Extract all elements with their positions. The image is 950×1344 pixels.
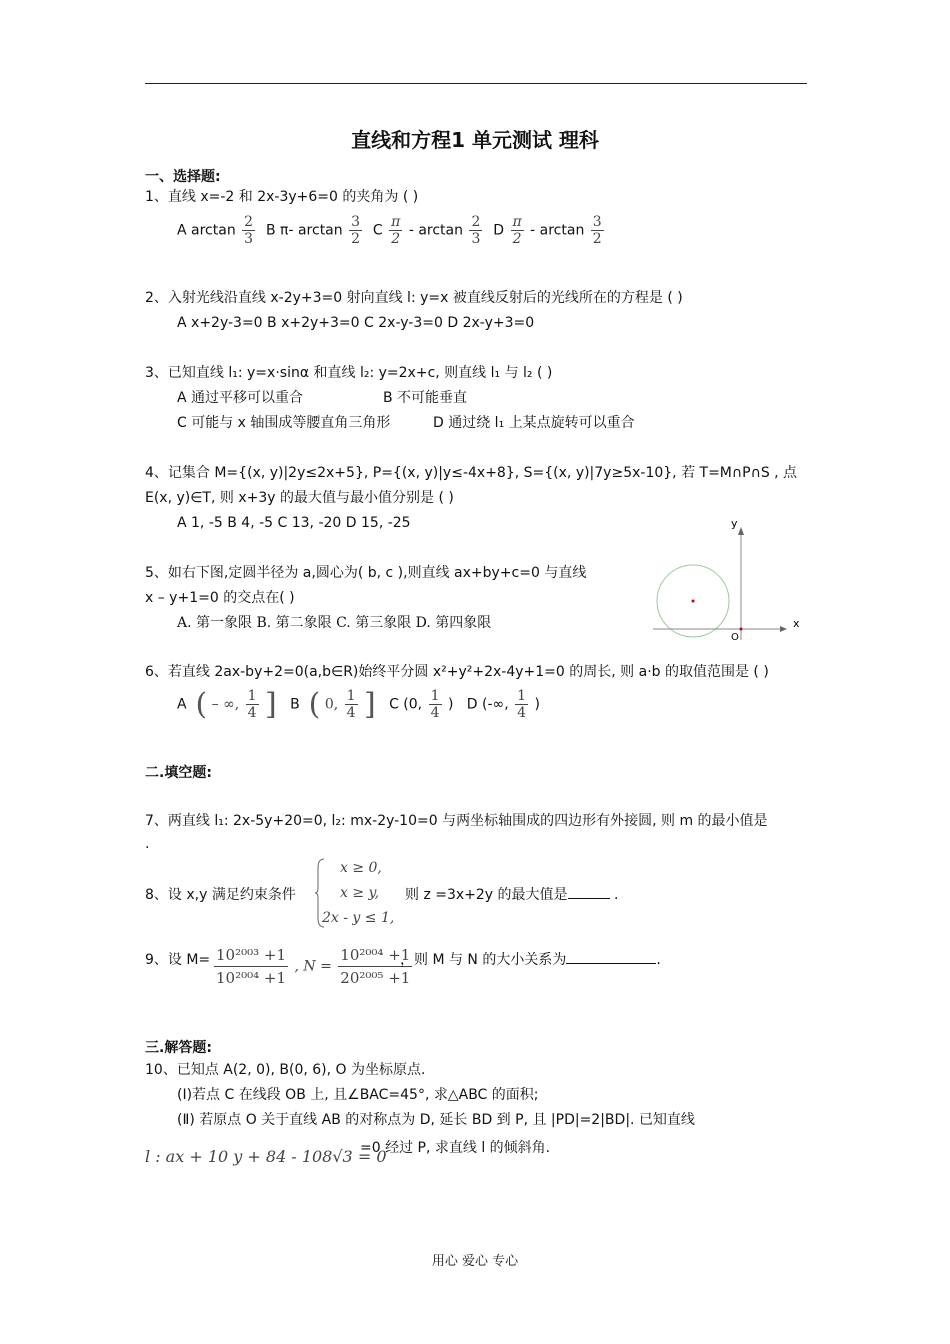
q6-option-a-label: A [177,696,187,713]
q6-d-close: ) [534,696,540,713]
q8-constraint-2: x ≥ y, [340,885,380,901]
question-1-stem: 1、直线 x=-2 和 2x-3y+6=0 的夹角为 ( ) [145,189,419,205]
question-5-line-2: x – y+1=0 的交点在( ) [145,590,295,606]
header-rule [145,83,807,84]
question-10-formula: l : ax + 10 y + 84 - 108√3 = 0 [145,1147,387,1166]
question-3-stem: 3、已知直线 l₁: y=x·sinα 和直线 l₂: y=2x+c, 则直线 l₁ 与 l₂ ( ) [145,365,553,381]
q6-b-left-bracket: ( [308,686,321,722]
question-1-options [177,214,606,247]
q8-end: . [614,887,619,903]
q8-constraint-3: 2x - y ≤ 1, [322,910,395,926]
q6-b-right-bracket: ] [364,686,376,722]
q9-end: . [656,952,661,968]
y-axis-label: y [731,517,738,530]
question-2-stem: 2、入射光线沿直线 x-2y+3=0 射向直线 l: y=x 被直线反射后的光线所在的方程是 ( ) [145,290,683,306]
question-7-stem: 7、两直线 l₁: 2x-5y+20=0, l₂: mx-2y-10=0 与两坐标轴围成的四边形有外接圆, 则 m 的最小值是 [145,813,768,829]
section-heading-solve: 三.解答题: [145,1040,212,1056]
q1-option-c-rest: - arctan [408,222,463,239]
question-8-suffix [405,885,618,905]
q6-a-left-bracket: ( [195,686,208,722]
x-axis-label: x [793,617,800,630]
q6-b-interval: 0, [324,696,339,713]
page-footer: 用心 爱心 专心 [431,1254,519,1269]
question-9-prefix: 9、设 M= [145,952,211,968]
q1-fraction-3-2-d: $\frac{3}{2}$ [592,214,602,247]
q9-answer-blank [566,963,656,964]
question-10-part-2: (Ⅱ) 若原点 O 关于直线 AB 的对称点为 D, 延长 BD 到 P, 且 |PD|=2|BD|. 已知直线 [177,1112,695,1128]
q8-constraint-1: x ≥ 0, [340,860,382,876]
q6-a-interval: – ∞, [211,696,240,713]
page-title: 直线和方程1 单元测试 理科 [351,128,599,152]
q1-fraction-pi-2-c: $\frac{\pi}{2}$ [391,214,401,247]
q1-option-c-label: C [372,222,383,239]
q6-a-quarter: $\frac{1}{4}$ [247,688,257,721]
section-heading-fill: 二.填空题: [145,765,212,781]
q6-d-quarter: $\frac{1}{4}$ [517,688,527,721]
q6-option-c: C (0, [389,696,423,713]
q1-option-d-rest: - arctan [530,222,585,239]
question-10-part-1: (Ⅰ)若点 C 在线段 OB 上, 且∠BAC=45°, 求△ABC 的面积; [177,1087,539,1103]
q6-c-close: ) [447,696,454,713]
question-2-options: A x+2y-3=0 B x+2y+3=0 C 2x-y-3=0 D 2x-y+3=0 [177,315,535,331]
question-4-options: A 1, -5 B 4, -5 C 13, -20 D 15, -25 [177,515,411,531]
q6-option-b-label: B [290,696,300,713]
question-5-figure [645,515,805,645]
q1-fraction-3-2: $\frac{3}{2}$ [351,214,361,247]
q1-option-b-label: B π- arctan [265,222,343,239]
circle-center-dot [692,600,695,603]
question-4-line-1: 4、记集合 M={(x, y)|2y≤2x+5}, P={(x, y)|y≤-4x+8}, S={(x, y)|7y≥5x-10}, 若 T=M∩P∩S , 点 [145,465,798,481]
q8-suffix-text: 则 z =3x+2y 的最大值是 [405,887,568,903]
question-10-stem: 10、已知点 A(2, 0), B(0, 6), O 为坐标原点. [145,1062,426,1078]
q6-option-d: D (-∞, [466,696,509,713]
question-9-suffix [400,950,661,970]
question-10-tail: =0 经过 P, 求直线 l 的倾斜角. [360,1140,551,1156]
question-8-prefix: 8、设 x,y 满足约束条件 [145,887,296,903]
q9-m-fraction: $\frac{\text{10²⁰⁰³ +1}}{\text{10²⁰⁰⁴ +1}}$ [216,946,287,987]
q9-n-label: , N = [294,958,332,975]
q1-fraction-2-3-c: $\frac{2}{3}$ [471,214,481,247]
origin-label: O [731,632,739,643]
q1-option-d-label: D [493,222,505,239]
q6-a-right-bracket: ] [265,686,277,722]
question-6-stem: 6、若直线 2ax-by+2=0(a,b∈R)始终平分圆 x²+y²+2x-4y+1=0 的周长, 则 a·b 的取值范围是 ( ) [145,664,769,680]
question-4-line-2: E(x, y)∈T, 则 x+3y 的最大值与最小值分别是 ( ) [145,490,454,506]
question-3-option-b: B 不可能垂直 [383,390,468,406]
x-axis-arrow [780,626,787,632]
q6-b-quarter: $\frac{1}{4}$ [346,688,356,721]
q1-fraction-2-3: $\frac{2}{3}$ [244,214,254,247]
question-6-options [177,688,540,721]
q9-n-fraction: $\frac{\text{10²⁰⁰⁴ +1}}{\text{20²⁰⁰⁵ +1}}$ [340,946,411,987]
question-5-options: A. 第一象限 B. 第二象限 C. 第三象限 D. 第四象限 [177,615,492,631]
q1-option-a-label: A arctan [177,222,236,239]
y-axis-arrow [738,527,744,535]
section-heading-choice: 一、选择题: [145,169,221,185]
question-3-option-d: D 通过绕 l₁ 上某点旋转可以重合 [433,415,635,431]
q9-suffix-text: ，则 M 与 N 的大小关系为 [400,952,567,968]
question-7-tail: . [145,836,150,852]
q9-fractions [212,944,414,989]
q8-answer-blank [568,898,610,899]
question-3-option-a: A 通过平移可以重合 [177,390,304,406]
question-3-option-c: C 可能与 x 轴围成等腰直角三角形 [177,415,391,431]
origin-dot [740,628,743,631]
q1-fraction-pi-2-d: $\frac{\pi}{2}$ [512,214,522,247]
question-5-line-1: 5、如右下图,定圆半径为 a,圆心为( b, c ),则直线 ax+by+c=0 与直线 [145,565,587,581]
q6-c-quarter: $\frac{1}{4}$ [430,688,440,721]
